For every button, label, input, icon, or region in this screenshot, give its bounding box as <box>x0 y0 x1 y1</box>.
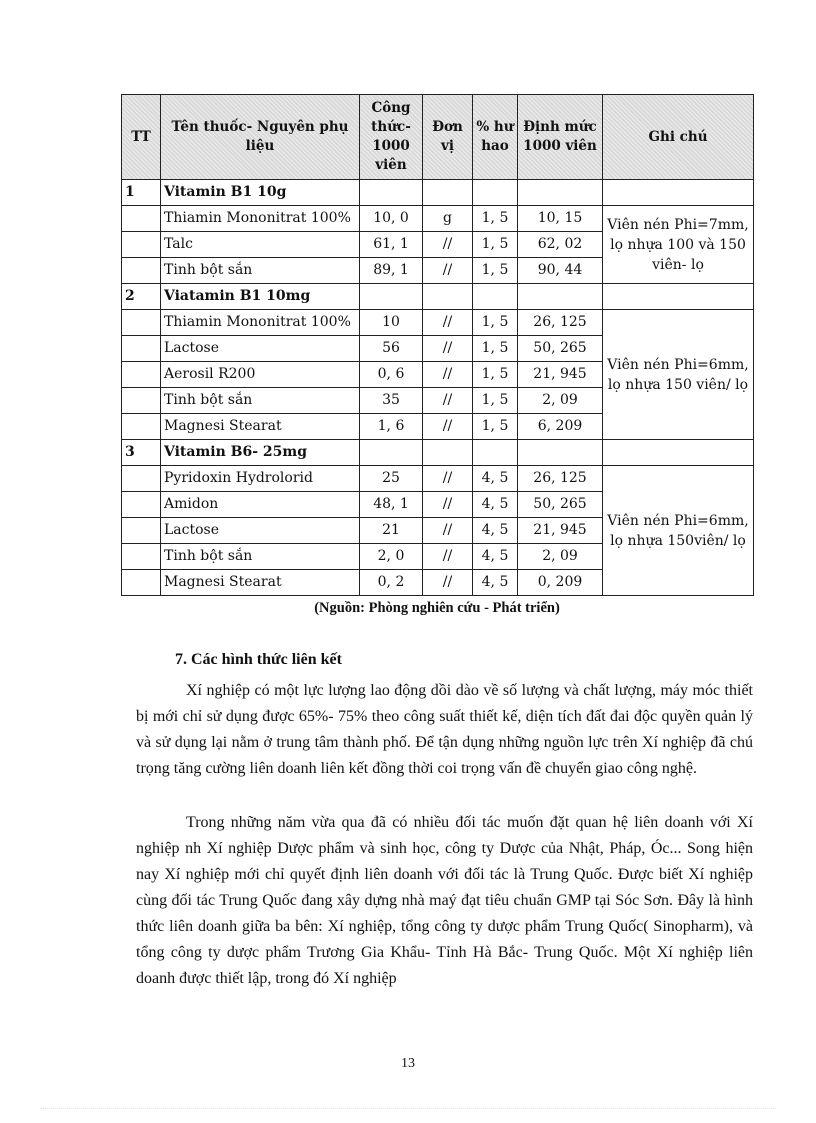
unit-value: // <box>423 466 473 492</box>
norm-value: 10, 15 <box>518 206 603 232</box>
unit-value: // <box>423 388 473 414</box>
loss-value: 4, 5 <box>473 492 518 518</box>
unit-value: // <box>423 570 473 596</box>
norm-value: 26, 125 <box>518 310 603 336</box>
unit-value: // <box>423 544 473 570</box>
formula-value: 35 <box>360 388 423 414</box>
section-heading: 7. Các hình thức liên kết <box>175 651 342 668</box>
group-row <box>122 284 754 310</box>
unit-value: // <box>423 518 473 544</box>
unit-value: // <box>423 414 473 440</box>
norm-value: 21, 945 <box>518 362 603 388</box>
loss-value: 1, 5 <box>473 362 518 388</box>
loss-value: 1, 5 <box>473 206 518 232</box>
ingredient-name: Tinh bột sắn <box>161 544 360 570</box>
unit-value: g <box>423 206 473 232</box>
norm-value: 21, 945 <box>518 518 603 544</box>
formula-table <box>121 94 754 596</box>
group-name: Vitamin B1 10g <box>161 180 360 206</box>
note-cell: Viên nén Phi=6mm, lọ nhựa 150viên/ lọ <box>603 466 754 596</box>
loss-value: 4, 5 <box>473 466 518 492</box>
table-row <box>122 206 754 232</box>
header-formula: Công thức- 1000 viên <box>360 95 423 180</box>
ingredient-name: Lactose <box>161 518 360 544</box>
note-cell: Viên nén Phi=6mm, lọ nhựa 150 viên/ lọ <box>603 310 754 440</box>
body-paragraph-2: Trong những năm vừa qua đã có nhiều đối tác muốn đặt quan hệ liên doanh với Xí nghiệp nh Xí nghiệp Dược phẩm và sinh học, công ty Dược của Nhật, Pháp, Óc... Song hiện nay Xí nghiệp mới chỉ quyết định liên doanh với đối tác là Trung Quốc. Được biết Xí nghiệp cùng đối tác Trung Quốc đang xây dựng nhà maý đạt tiêu chuẩn GMP tại Sóc Sơn. Đây là hình thức liên doanh giữa ba bên: Xí nghiệp, tổng công ty dược phẩm Trung Quốc( Sinopharm), và tổng công ty dược phẩm Trương Gia Khẩu- Tỉnh Hà Bắc- Trung Quốc. Một Xí nghiệp liên doanh được thiết lập, trong đó Xí nghiệp <box>136 814 753 987</box>
norm-value: 0, 209 <box>518 570 603 596</box>
formula-value: 0, 6 <box>360 362 423 388</box>
formula-value: 56 <box>360 336 423 362</box>
header-name: Tên thuốc- Nguyên phụ liệu <box>161 95 360 180</box>
ingredient-name: Magnesi Stearat <box>161 570 360 596</box>
ingredient-name: Magnesi Stearat <box>161 414 360 440</box>
group-name: Vitamin B6- 25mg <box>161 440 360 466</box>
page-number: 13 <box>401 1056 415 1071</box>
loss-value: 1, 5 <box>473 232 518 258</box>
formula-value: 10 <box>360 310 423 336</box>
group-number: 3 <box>122 440 161 466</box>
footer-divider <box>40 1108 776 1109</box>
ingredient-name: Pyridoxin Hydrolorid <box>161 466 360 492</box>
formula-value: 2, 0 <box>360 544 423 570</box>
table-source-caption: (Nguồn: Phòng nghiên cứu - Phát triển) <box>314 600 560 616</box>
group-name: Viatamin B1 10mg <box>161 284 360 310</box>
ingredient-name: Tinh bột sắn <box>161 258 360 284</box>
unit-value: // <box>423 362 473 388</box>
header-norm: Định mức 1000 viên <box>518 95 603 180</box>
ingredient-name: Tinh bột sắn <box>161 388 360 414</box>
norm-value: 90, 44 <box>518 258 603 284</box>
ingredient-name: Lactose <box>161 336 360 362</box>
table-row <box>122 466 754 492</box>
loss-value: 1, 5 <box>473 310 518 336</box>
formula-value: 21 <box>360 518 423 544</box>
formula-table-container <box>121 94 753 596</box>
unit-value: // <box>423 258 473 284</box>
ingredient-name: Amidon <box>161 492 360 518</box>
group-number: 2 <box>122 284 161 310</box>
formula-value: 25 <box>360 466 423 492</box>
header-loss: % hư hao <box>473 95 518 180</box>
norm-value: 26, 125 <box>518 466 603 492</box>
loss-value: 1, 5 <box>473 388 518 414</box>
table-header-row <box>122 95 754 180</box>
ingredient-name: Thiamin Mononitrat 100% <box>161 310 360 336</box>
formula-value: 0, 2 <box>360 570 423 596</box>
note-cell: Viên nén Phi=7mm, lọ nhựa 100 và 150 viên- lọ <box>603 206 754 284</box>
group-number: 1 <box>122 180 161 206</box>
ingredient-name: Aerosil R200 <box>161 362 360 388</box>
norm-value: 50, 265 <box>518 492 603 518</box>
header-unit: Đơn vị <box>423 95 473 180</box>
formula-value: 1, 6 <box>360 414 423 440</box>
formula-value: 48, 1 <box>360 492 423 518</box>
norm-value: 6, 209 <box>518 414 603 440</box>
formula-value: 10, 0 <box>360 206 423 232</box>
loss-value: 4, 5 <box>473 544 518 570</box>
ingredient-name: Talc <box>161 232 360 258</box>
group-row <box>122 440 754 466</box>
loss-value: 4, 5 <box>473 570 518 596</box>
unit-value: // <box>423 336 473 362</box>
norm-value: 62, 02 <box>518 232 603 258</box>
loss-value: 1, 5 <box>473 258 518 284</box>
formula-value: 61, 1 <box>360 232 423 258</box>
table-row <box>122 310 754 336</box>
header-note: Ghi chú <box>603 95 754 180</box>
loss-value: 1, 5 <box>473 414 518 440</box>
unit-value: // <box>423 492 473 518</box>
norm-value: 50, 265 <box>518 336 603 362</box>
unit-value: // <box>423 232 473 258</box>
group-row <box>122 180 754 206</box>
body-paragraph-1: Xí nghiệp có một lực lượng lao động dồi dào về số lượng và chất lượng, máy móc thiết bị mới chỉ sử dụng được 65%- 75% theo công suất thiết kế, diện tích đất đai độc quyền quản lý và sử dụng lại nằm ở trung tâm thành phố. Để tận dụng những nguồn lực trên Xí nghiệp đã chú trọng tăng cường liên doanh liên kết đồng thời coi trọng vấn đề chuyển giao công nghệ. <box>136 682 753 777</box>
loss-value: 4, 5 <box>473 518 518 544</box>
header-tt: TT <box>122 95 161 180</box>
ingredient-name: Thiamin Mononitrat 100% <box>161 206 360 232</box>
norm-value: 2, 09 <box>518 388 603 414</box>
norm-value: 2, 09 <box>518 544 603 570</box>
loss-value: 1, 5 <box>473 336 518 362</box>
unit-value: // <box>423 310 473 336</box>
formula-value: 89, 1 <box>360 258 423 284</box>
